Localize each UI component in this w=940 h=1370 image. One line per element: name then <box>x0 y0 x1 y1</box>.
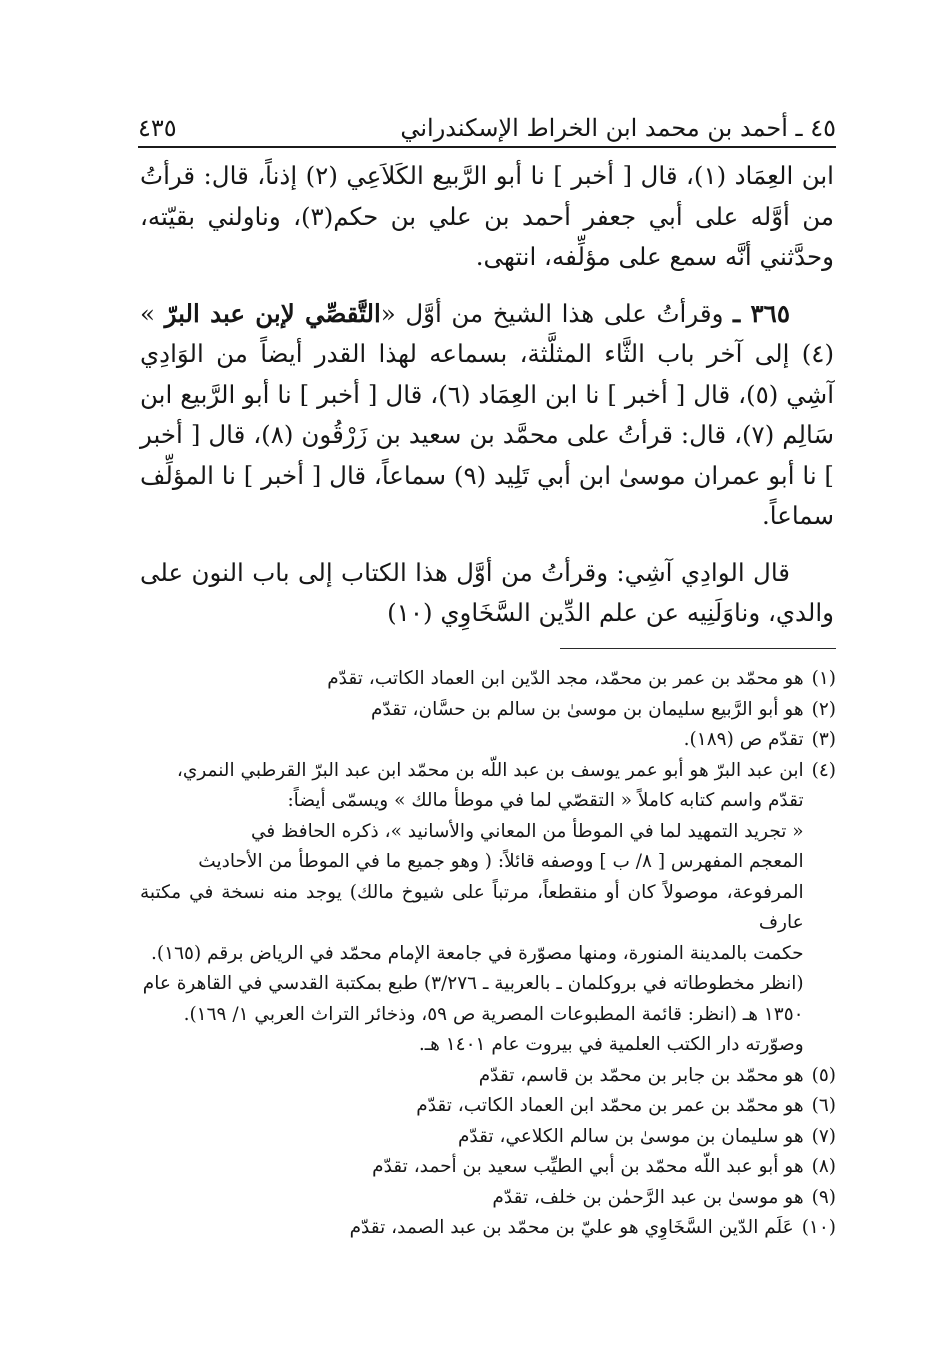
footnote <box>140 695 836 726</box>
footnote-line: هو أبو الرَّبيع سليمان بن موسىٰ بن سالم بن حسَّان، تقدّم <box>370 698 804 720</box>
footnote-text <box>140 1061 804 1092</box>
paragraph-2-intro: وقرأتُ على هذا الشيخ من أوَّل « <box>380 298 724 328</box>
footnote-line: ابن عبد البرّ هو أبو عمر يوسف بن عبد اللّه بن محمّد ابن عبد البرّ القرطبي النمري، <box>176 759 804 781</box>
book-title: التَّقصِّي لإبن عبد البرّ <box>164 298 381 328</box>
footnote-number: (٥) <box>811 1064 836 1086</box>
footnote-number: (٤) <box>811 759 836 781</box>
footnote-number: (١) <box>811 668 836 689</box>
footnotes <box>140 664 836 1244</box>
footnote <box>140 725 836 756</box>
page-number: ٤٣٥ <box>138 114 177 142</box>
footnote-line: المعجم المفهرس [ ٨/ ب ] ووصفه قائلاً: ( وهو جميع ما في الموطأ من الأحاديث <box>198 851 804 872</box>
footnote-rule <box>560 648 836 649</box>
footnote-number: (٨) <box>811 1156 836 1177</box>
footnote-text <box>140 1152 804 1183</box>
paragraph-1: ابن العِمَاد (١)، قال [ أخبر ] نا أبو الرَّبيع الكَلاَعِي (٢) إذناً، قال: قرأتُ من أوَّله على أبي جعفر أحمد بن علي بن حكم(٣)، وناولني بقيّته، وحدَّثني أنَّه سمع على مؤلِّفه، انتهى. <box>140 161 835 271</box>
footnote-text <box>140 1122 804 1153</box>
footnote-number: (٦) <box>811 1095 836 1116</box>
paragraph-2-rest: » (٤) إلى آخر باب الثَّاء المثلَّثة، بسماعه لهذا القدر أيضاً من الوَادِي آشِي (٥)، قال [ أخبر ] نا ابن العِمَاد (٦)، قال [ أخبر ] نا أبو الرَّبيع ابن سَالِم (٧)، قال: قرأتُ على محمَّد بن سعيد بن زَرْقُون (٨)، قال [ أخبر ] نا أبو عمران موسىٰ ابن أبي تَلِيد (٩) سماعاً، قال [ أخبر ] نا المؤلِّف سماعاً. <box>140 298 834 530</box>
footnote-line: هو موسىٰ بن عبد الرَّحمٰن بن خلف، تقدّم <box>492 1186 804 1208</box>
footnote-line: تقدّم ص (١٨٩). <box>683 729 804 750</box>
footnote-line: وصوّرته دار الكتب العلمية في بيروت عام ١٤٠١ هـ. <box>418 1034 804 1055</box>
running-header <box>138 96 836 142</box>
paragraph-3: قال الوادِي آشِي: وقرأتُ من أوَّل هذا الكتاب إلى باب النون على والدي، وناوَلَنِيه عن علم الدِّين السَّخَاوِي (١٠) <box>140 557 834 627</box>
footnote-line: المرفوعة، موصولاً كان أو منقطعاً، مرتباً على شيوخ مالك) يوجد منه نسخة في مكتبة عارف <box>140 881 804 933</box>
footnote <box>140 1091 836 1122</box>
footnote-line: (انظر مخطوطاته في بروكلمان ـ بالعربية ـ ٣/٢٧٦) طبع بمكتبة القدسي في القاهرة عام <box>142 973 804 994</box>
main-text <box>140 156 834 650</box>
footnote-line: « تجريد التمهيد لما في الموطأ من المعاني والأسانيد »، ذكره الحافظ في <box>251 820 804 842</box>
footnote-text <box>140 756 804 1061</box>
footnote-line: ١٣٥٠ هـ (انظر: قائمة المطبوعات المصرية ص ٥٩، وذخائر التراث العربي ١/ ١٦٩). <box>183 1003 804 1025</box>
footnote <box>140 1152 836 1183</box>
footnote-text <box>140 1183 804 1214</box>
footnote <box>140 1122 836 1153</box>
footnote-number: (٣) <box>811 729 836 750</box>
footnote <box>140 1061 836 1092</box>
footnote <box>140 756 836 1061</box>
footnote-line: هو محمّد بن عمر بن محمّد، مجد الدّين ابن العماد الكاتب، تقدّم <box>327 668 804 689</box>
footnote-line: هو محمّد بن جابر بن محمّد بن قاسم، تقدّم <box>478 1064 804 1086</box>
footnote-text <box>140 664 804 695</box>
footnote <box>140 664 836 695</box>
entry-number: ٣٦٥ ـ <box>733 298 790 328</box>
footnote-number: (٩) <box>811 1186 836 1208</box>
footnote-text <box>140 725 804 756</box>
header-rule <box>138 146 836 148</box>
footnote-number: (٧) <box>811 1125 836 1147</box>
chapter-title: ٤٥ ـ أحمد بن محمد ابن الخراط الإسكندراني <box>400 114 836 142</box>
footnote-text <box>140 695 804 726</box>
footnote-line: هو أبو عبد اللّه محمّد بن أبي الطيِّب سعيد بن أحمد، تقدّم <box>372 1156 804 1177</box>
footnote-text <box>140 1213 794 1244</box>
footnote-text <box>140 1091 804 1122</box>
footnote-line: تقدّم واسم كتابه كاملاً « التقصّي لما في موطأ مالك » ويسمّى أيضاً: <box>287 790 804 811</box>
footnote <box>140 1183 836 1214</box>
paragraph-2 <box>140 294 834 537</box>
footnote <box>140 1213 836 1244</box>
footnote-number: (١٠) <box>801 1217 836 1238</box>
footnote-line: هو محمّد بن عمر بن محمّد ابن العماد الكاتب، تقدّم <box>416 1095 804 1116</box>
footnote-number: (٢) <box>811 698 836 720</box>
footnote-line: عَلَم الدّين السَّخَاوِي هو عليّ بن محمّد بن عبد الصمد، تقدّم <box>349 1217 794 1238</box>
footnote-line: حكمت بالمدينة المنورة، ومنها مصوّرة في جامعة الإمام محمّد في الرياض برقم (١٦٥). <box>151 942 804 964</box>
footnote-line: هو سليمان بن موسىٰ بن سالم الكلاعي، تقدّم <box>457 1125 804 1147</box>
